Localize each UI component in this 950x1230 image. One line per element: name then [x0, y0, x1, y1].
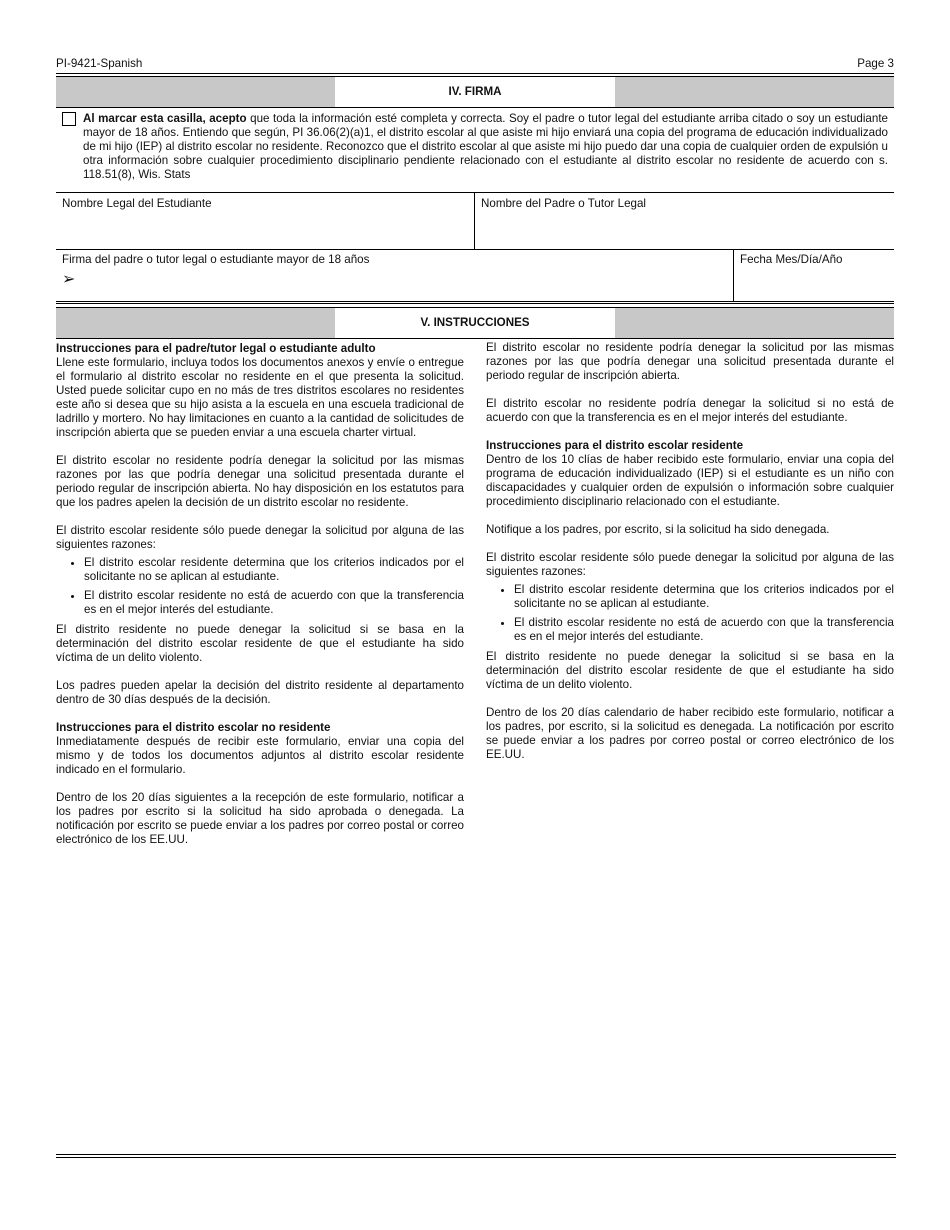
arrow-icon: ➢ [62, 271, 76, 288]
instructions-right-column [486, 341, 894, 776]
heading-resident-instructions: Instrucciones para el distrito escolar residente [486, 439, 744, 452]
paragraph: El distrito escolar no residente podría denegar la solicitud por las mismas razones por las que podría denegar una solicitud presentada durante el periodo regular de inscripción abierta. [486, 341, 894, 382]
section-bar-shade-left [56, 308, 335, 338]
page-number: Page 3 [857, 57, 894, 70]
heading-parent-instructions: Instrucciones para el padre/tutor legal o estudiante adulto [56, 342, 376, 355]
consent-text [83, 112, 888, 182]
parent-name-label: Nombre del Padre o Tutor Legal [481, 197, 646, 210]
section-bar-firma [56, 76, 894, 108]
parent-name-field[interactable] [474, 193, 894, 249]
instructions-left-column [56, 342, 464, 861]
reasons-list [486, 583, 894, 644]
signature-row [56, 249, 894, 302]
footer-rule [56, 1154, 896, 1155]
section-bar-shade-left [56, 77, 335, 107]
paragraph: El distrito escolar no residente podría denegar la solicitud si no está de acuerdo con que la transferencia es en el mejor interés del estudiante. [486, 397, 894, 424]
paragraph: Dentro de los 20 días siguientes a la recepción de este formulario, notificar a los padres por escrito si la solicitud ha sido aprobada o denegada. La notificación por escrito se puede enviar a los padres por correo postal or correo electrónico de los EE.UU. [56, 791, 464, 846]
list-item: • El distrito escolar residente no está de acuerdo con que la transferencia es en el mejor interés del estudiante. [84, 589, 464, 617]
student-name-field[interactable] [56, 193, 474, 249]
section-title-instrucciones: V. INSTRUCCIONES [335, 308, 615, 338]
section-title-firma: IV. FIRMA [335, 77, 615, 107]
paragraph: Dentro de los 10 clías de haber recibido este formulario, enviar una copia del programa de educación individualizado (IEP) si el estudiante es un niño con discapacidades y cualquier orden de expulsión o información sobre cualquier procedimiento disciplinario relacionado con el estudiante. [486, 453, 894, 508]
signature-label: Firma del padre o tutor legal o estudiante mayor de 18 años [62, 253, 370, 266]
date-field[interactable] [733, 249, 894, 301]
paragraph: El distrito residente no puede denegar la solicitud si se basa en la determinación del distrito escolar residente de que el estudiante ha sido víctima de un delito violento. [56, 623, 464, 664]
paragraph: Llene este formulario, incluya todos los documentos anexos y envíe o entregue el formulario al distrito escolar no residente en el que presenta la solicitud. Usted puede solicitar cupo en no más de tres distritos escolares no residentes este año si desea que su hijo asista a la escuela en una escuela tradicional de ladrillo y mortero. No hay limitaciones en cuanto a la cantidad de solicitudes de inscripción abierta que se pueden enviar a una escuela charter virtual. [56, 356, 464, 439]
section-bar-instrucciones [56, 307, 894, 339]
consent-bold: Al marcar esta casilla, acepto [83, 112, 247, 125]
paragraph: El distrito escolar residente sólo puede denegar la solicitud por alguna de las siguientes razones: [486, 551, 894, 578]
paragraph: Los padres pueden apelar la decisión del distrito residente al departamento dentro de 30 días después de la decisión. [56, 679, 464, 706]
consent-block [62, 112, 888, 182]
form-id: PI-9421-Spanish [56, 57, 143, 70]
section-bar-shade-right [615, 308, 894, 338]
student-name-label: Nombre Legal del Estudiante [62, 197, 212, 210]
reasons-list [56, 556, 464, 617]
paragraph: El distrito escolar residente sólo puede denegar la solicitud por alguna de las siguientes razones: [56, 524, 464, 551]
list-item: • El distrito escolar residente determina que los criterios indicados por el solicitante no se aplican al estudiante. [84, 556, 464, 584]
heading-nonresident-instructions: Instrucciones para el distrito escolar no residente [56, 721, 331, 734]
section-divider [56, 303, 894, 304]
footer-rule [56, 1157, 896, 1158]
list-item: • El distrito escolar residente no está de acuerdo con que la transferencia es en el mejor interés del estudiante. [514, 616, 894, 644]
list-item: • El distrito escolar residente determina que los criterios indicados por el solicitante no se aplican al estudiante. [514, 583, 894, 611]
section-bar-shade-right [615, 77, 894, 107]
paragraph: Inmediatamente después de recibir este formulario, enviar una copia del mismo y de todos los documentos adjuntos al distrito escolar residente indicado en el formulario. [56, 735, 464, 776]
date-label: Fecha Mes/Día/Año [740, 253, 843, 266]
header-rule [56, 73, 894, 74]
paragraph: Notifique a los padres, por escrito, si la solicitud ha sido denegada. [486, 523, 830, 536]
signature-field[interactable] [56, 249, 733, 301]
paragraph: Dentro de los 20 días calendario de haber recibido este formulario, notificar a los padres, por escrito, si la solicitud es denegada. La notificación por escrito se puede enviar a los padres por correo postal or correo electrónico de los EE.UU. [486, 706, 894, 761]
consent-checkbox[interactable] [62, 112, 76, 126]
paragraph: El distrito residente no puede denegar la solicitud si se basa en la determinación del distrito escolar residente de que el estudiante ha sido víctima de un delito violento. [486, 650, 894, 691]
paragraph: El distrito escolar no residente podría denegar la solicitud por las mismas razones por las que podría denegar una solicitud presentada durante el periodo regular de inscripción abierta. No hay disposición en los estatutos para que los padres apelen la decisión de un distrito escolar no residente. [56, 454, 464, 509]
name-fields-row [56, 192, 894, 250]
page-header [56, 57, 894, 71]
consent-body: que toda la información esté completa y correcta. Soy el padre o tutor legal del estudiante arriba citado o soy un estudiante mayor de 18 años. Entiendo que según, PI 36.06(2)(a)1, el distrito escolar al que asiste mi hijo enviará una copia del programa de educación individualizado de mi hijo (IEP) al distrito escolar no residente. Reconozco que el distrito escolar al que asiste mi hijo puedo dar una copia de cualquier orden de expulsión u otra información sobre cualquier procedimiento disciplinario pendiente relacionado con el estudiante al distrito escolar no residente de acuerdo con s. 118.51(8), Wis. Stats [83, 112, 888, 181]
